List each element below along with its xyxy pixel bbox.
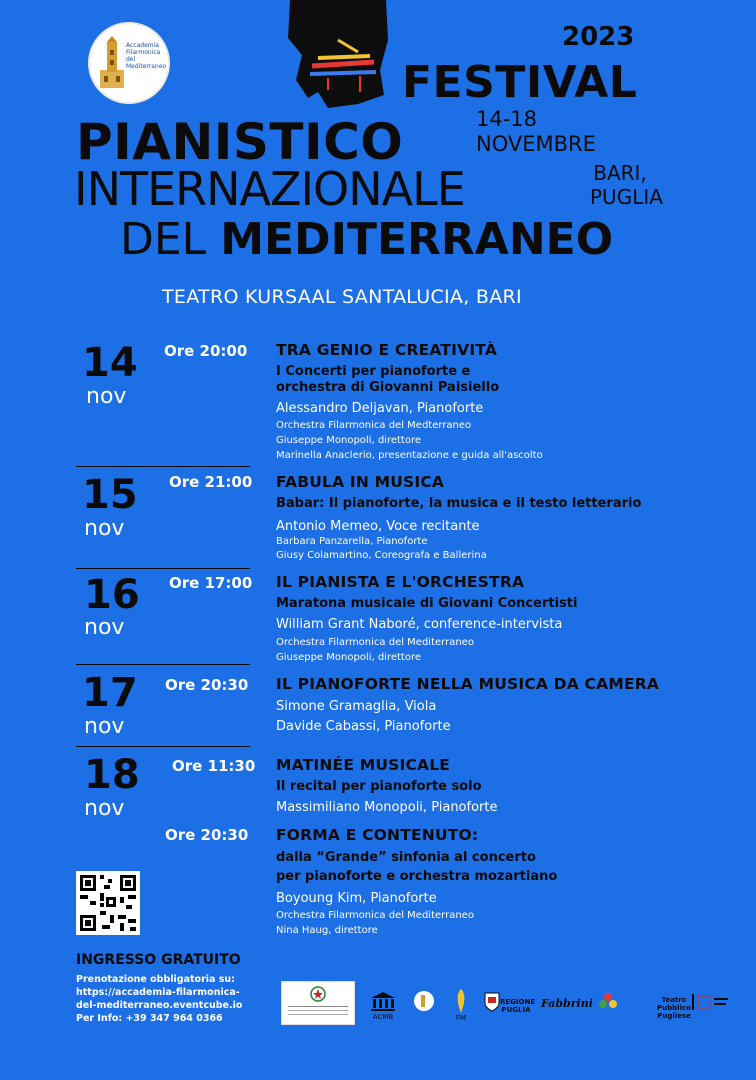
event-subtitle: per pianoforte e orchestra mozartiano [276, 869, 558, 884]
divider [76, 568, 250, 569]
event-time: Ore 20:30 [165, 826, 249, 844]
day-number: 18 [84, 752, 140, 798]
ministry-logo [281, 981, 355, 1025]
festival-year: 2023 [562, 22, 635, 52]
event-title: FABULA IN MUSICA [276, 473, 445, 491]
logo-text: Accademia Filarmonica del Mediterraneo [126, 42, 167, 70]
event-detail: Giuseppe Monopoli, direttore [276, 435, 422, 446]
title-internazionale: INTERNAZIONALE [74, 162, 465, 216]
flower-logo-icon [598, 992, 618, 1012]
event-subtitle: I Concerti per pianoforte e [276, 364, 471, 379]
info-phone: Per Info: +39 347 964 0366 [76, 1013, 223, 1024]
fm-feather-icon [455, 988, 467, 1014]
event-performer: Davide Cabassi, Pianoforte [276, 719, 451, 734]
divider [76, 466, 250, 467]
venue: TEATRO KURSAAL SANTALUCIA, BARI [162, 286, 522, 308]
sponsor-acmb: ACMB [372, 1013, 394, 1021]
day-month: nov [84, 714, 125, 739]
event-performer: Boyoung Kim, Pianoforte [276, 891, 437, 906]
day-number: 17 [82, 670, 138, 716]
event-detail: Orchestra Filarmonica del Medterraneo [276, 420, 472, 431]
event-time: Ore 20:30 [165, 676, 249, 694]
event-title: TRA GENIO E CREATIVITÀ [276, 341, 498, 359]
day-month: nov [84, 796, 125, 821]
booking-link[interactable]: del-mediterraneo.eventcube.io [76, 1000, 243, 1011]
info-line: Prenotazione obbligatoria su: [76, 974, 235, 985]
festival-dates [476, 107, 596, 157]
day-number: 16 [84, 572, 140, 618]
piano-brush-art [288, 0, 390, 108]
date-range: 14-18 [476, 107, 538, 131]
event-detail: Nina Haug, direttore [276, 925, 378, 936]
sponsor-fm: FM [455, 1014, 467, 1022]
event-performer: Antonio Memeo, Voce recitante [276, 519, 480, 534]
academy-small-logo [413, 990, 435, 1012]
event-performer: Alessandro Deljavan, Pianoforte [276, 401, 484, 416]
event-time: Ore 17:00 [169, 574, 253, 592]
event-subtitle: Il recital per pianoforte solo [276, 779, 482, 794]
event-title: IL PIANOFORTE NELLA MUSICA DA CAMERA [276, 675, 660, 693]
event-subtitle: orchestra di Giovanni Paisiello [276, 380, 500, 395]
event-performer: William Grant Naboré, conference-intervista [276, 617, 563, 632]
event-detail: Giusy Colamartino, Coreografa e Ballerina [276, 550, 487, 561]
event-subtitle: Maratona musicale di Giovani Concertisti [276, 596, 578, 611]
day-number: 14 [82, 340, 138, 386]
event-title: MATINÉE MUSICALE [276, 756, 451, 774]
event-detail: Barbara Panzarella, Pianoforte [276, 536, 428, 547]
event-performer: Simone Gramaglia, Viola [276, 699, 437, 714]
event-time: Ore 20:00 [164, 342, 248, 360]
day-month: nov [86, 384, 127, 409]
event-time: Ore 11:30 [172, 757, 256, 775]
sponsor-fabbrini: Fabbrini [541, 997, 593, 1010]
festival-place [590, 161, 663, 209]
event-detail: Orchestra Filarmonica del Mediterraneo [276, 637, 474, 648]
academy-logo [88, 22, 170, 104]
day-month: nov [84, 516, 125, 541]
teatro-logo-icon [692, 994, 728, 1010]
day-month: nov [84, 615, 125, 640]
qr-code-icon[interactable] [76, 871, 140, 935]
shield-icon [484, 992, 500, 1012]
event-detail: Orchestra Filarmonica del Mediterraneo [276, 910, 474, 921]
bell-tower-icon [98, 36, 126, 90]
event-detail: Giuseppe Monopoli, direttore [276, 652, 422, 663]
title-mediterraneo: MEDITERRANEO [220, 214, 614, 265]
title-del: DEL [120, 214, 207, 265]
temple-icon [370, 992, 396, 1012]
day-number: 15 [82, 472, 138, 518]
festival-word: FESTIVAL [402, 57, 638, 108]
title-pianistico: PIANISTICO [76, 113, 404, 171]
place-region: PUGLIA [590, 185, 663, 209]
event-time: Ore 21:00 [169, 473, 253, 491]
divider [76, 746, 250, 747]
sponsor-teatro-pubblico: Teatro Pubblico Pugliese [657, 996, 691, 1020]
divider [76, 664, 250, 665]
sponsor-regione-puglia: REGIONE PUGLIA [500, 998, 536, 1014]
emblem-icon [310, 986, 326, 1002]
place-city: BARI, [593, 161, 647, 185]
event-title: FORMA E CONTENUTO: [276, 826, 479, 844]
event-title: IL PIANISTA E L'ORCHESTRA [276, 573, 525, 591]
date-month: NOVEMBRE [476, 132, 596, 156]
booking-info [76, 973, 242, 1025]
event-performer: Massimiliano Monopoli, Pianoforte [276, 800, 498, 815]
event-detail: Marinella Anaclerio, presentazione e guida all'ascolto [276, 450, 543, 461]
title-del-mediterraneo [120, 214, 613, 265]
free-entry: INGRESSO GRATUITO [76, 952, 241, 968]
event-subtitle: Babar: Il pianoforte, la musica e il testo letterario [276, 496, 642, 511]
booking-link[interactable]: https://accademia-filarmonica- [76, 987, 240, 998]
event-subtitle: dalla “Grande” sinfonia al concerto [276, 850, 536, 865]
